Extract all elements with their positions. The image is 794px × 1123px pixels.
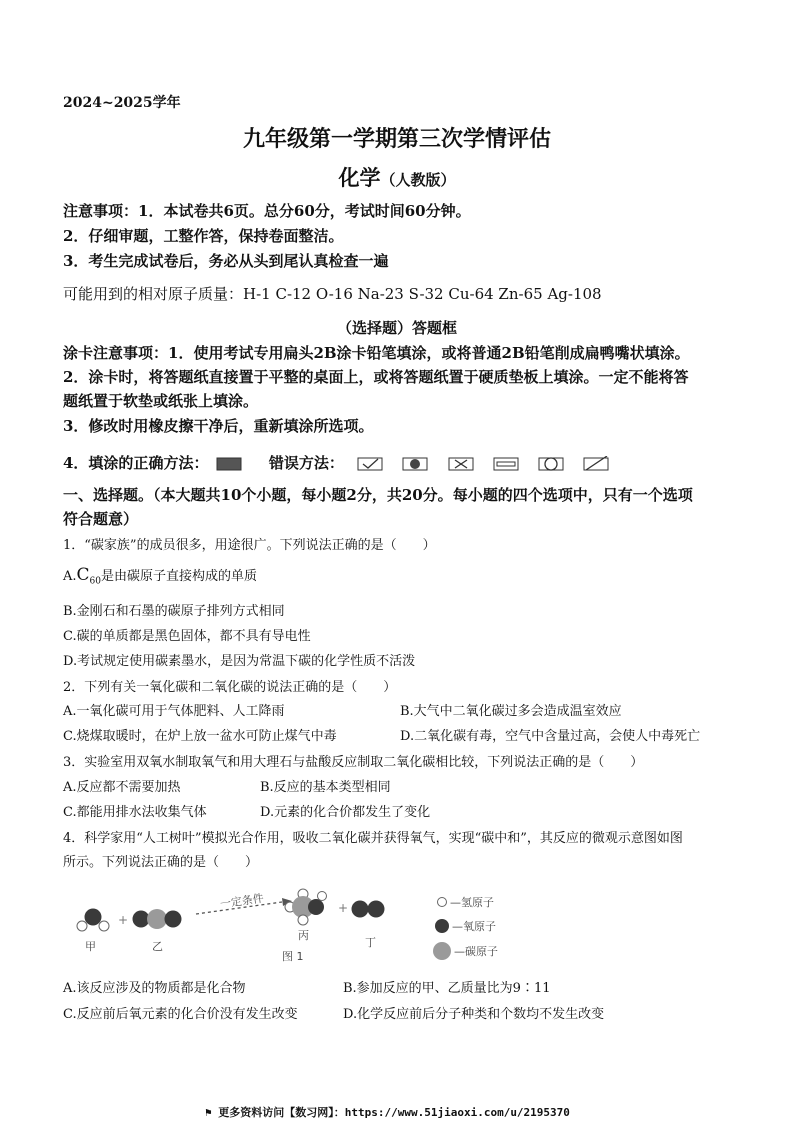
label-jia: 甲 [85,940,96,953]
q4-option-c: C.反应前后氧元素的化合价没有发生改变 [63,1007,298,1022]
q1-a-subscript: 60 [89,576,101,587]
footer-link[interactable]: 更多资料访问【数习网】：https://www.51jiaoxi.com/u/2195370 [218,1106,570,1119]
figure-caption: 图 1 [282,950,304,963]
q2-option-a: A.一氧化碳可用于气体肥料、人工降雨 [63,704,285,719]
flag-icon: ⚑ [205,1106,219,1119]
molecule-yi [133,909,182,929]
molecule-ding [352,901,385,918]
footer [205,1104,570,1120]
legend-carbon-swatch [433,942,451,960]
q1-option-d: D.考试规定使用碳素墨水，是因为常温下碳的化学性质不活泼 [63,654,416,669]
plus-sign-2: + [338,901,349,915]
atomic-masses: 可能用到的相对原子质量：H-1 C-12 O-16 Na-23 S-32 Cu-64 Zn-65 Ag-108 [63,285,602,303]
q3-option-d: D.元素的化合价都发生了变化 [260,805,431,820]
card-title: （选择题）答题框 [336,319,457,337]
q1-a-rest: 是由碳原子直接构成的单质 [101,569,258,584]
wrong-check-icon [357,456,383,472]
exam-title: 九年级第一学期第三次学情评估 [242,126,551,152]
q4-option-d: D.化学反应前后分子种类和个数均不发生改变 [343,1007,605,1022]
section-heading-line1: 一、选择题。（本大题共10个小题，每小题2分，共20分。每小题的四个选项中，只有一个选项 [63,486,693,504]
wrong-cross-icon [448,456,474,472]
legend-oxygen: —氧原子 [452,920,496,933]
legend-hydrogen-swatch [438,898,447,907]
label-yi: 乙 [152,940,163,953]
q4-stem-line2: 所示。下列说法正确的是（ ） [63,855,259,870]
subject: 化学 [338,165,381,190]
label-bing: 丙 [298,929,309,942]
reaction-condition: 一定条件 [219,891,265,911]
molecule-jia [77,909,109,932]
legend-carbon: —碳原子 [454,945,498,958]
q2-option-c: C.烧煤取暖时，在炉上放一盆水可防止煤气中毒 [63,729,337,744]
legend-oxygen-swatch [435,919,449,933]
correct-method-label: 4．填涂的正确方法： [63,454,209,472]
note-3: 3．考生完成试卷后，务必从头到尾认真检查一遍 [63,252,389,270]
subject-line [0,162,794,192]
q1-a-formula: C [76,565,90,585]
card-note-1: 涂卡注意事项：1．使用考试专用扁头2B涂卡铅笔填涂，或将普通2B铅笔削成扁鸭嘴状填涂。 [63,344,690,362]
legend-hydrogen: —氢原子 [450,896,494,909]
school-year: 2024~2025学年 [63,95,181,111]
note-1: 注意事项：1．本试卷共6页。总分60分，考试时间60分钟。 [63,202,471,220]
legend [433,895,498,960]
card-note-2a: 2．涂卡时，将答题纸直接置于平整的桌面上，或将答题纸置于硬质垫板上填涂。一定不能将答 [63,368,689,386]
q1-option-c: C.碳的单质都是黑色固体，都不具有导电性 [63,629,311,644]
fill-method-row [63,452,623,473]
wrong-line-icon [493,456,519,472]
note-2: 2．仔细审题，工整作答，保持卷面整洁。 [63,227,344,245]
section-heading-line2: 符合题意） [63,510,139,528]
card-note-2b: 题纸置于软垫或纸张上填涂。 [63,392,259,410]
q2-option-d: D.二氧化碳有毒，空气中含量过高，会使人中毒死亡 [400,729,701,744]
q3-option-a: A.反应都不需要加热 [63,780,181,795]
q1-a-prefix: A. [63,569,77,584]
edition: （人教版） [380,171,456,189]
wrong-half-icon [538,456,564,472]
q1-option-a [63,565,257,587]
label-ding: 丁 [365,936,376,949]
card-note-3: 3．修改时用橡皮擦干净后，重新填涂所选项。 [63,417,374,435]
wrong-dot-icon [402,456,428,472]
q4-option-b: B.参加反应的甲、乙质量比为9∶11 [343,981,551,996]
molecule-bing [285,889,327,925]
reaction-diagram [60,874,620,970]
plus-sign-1: + [118,913,129,927]
wrong-method-label: 错误方法： [268,454,344,472]
q1-option-b: B.金刚石和石墨的碳原子排列方式相同 [63,604,285,619]
q2-stem: 2．下列有关一氧化碳和二氧化碳的说法正确的是（ ） [63,680,397,695]
q4-stem-line1: 4．科学家用“人工树叶”模拟光合作用，吸收二氧化碳并获得氧气，实现“碳中和”，其反应的微观示意图如图 [63,831,683,846]
q2-option-b: B.大气中二氧化碳过多会造成温室效应 [400,704,622,719]
correct-fill-icon [216,457,242,471]
q1-stem: 1．“碳家族”的成员很多，用途很广。下列说法正确的是（ ） [63,538,436,553]
q3-option-b: B.反应的基本类型相同 [260,780,391,795]
q3-stem: 3．实验室用双氧水制取氧气和用大理石与盐酸反应制取二氧化碳相比较，下列说法正确的是（ ） [63,755,644,770]
q4-option-a: A.该反应涉及的物质都是化合物 [63,981,246,996]
q3-option-c: C.都能用排水法收集气体 [63,805,207,820]
wrong-slash-icon [583,456,609,472]
